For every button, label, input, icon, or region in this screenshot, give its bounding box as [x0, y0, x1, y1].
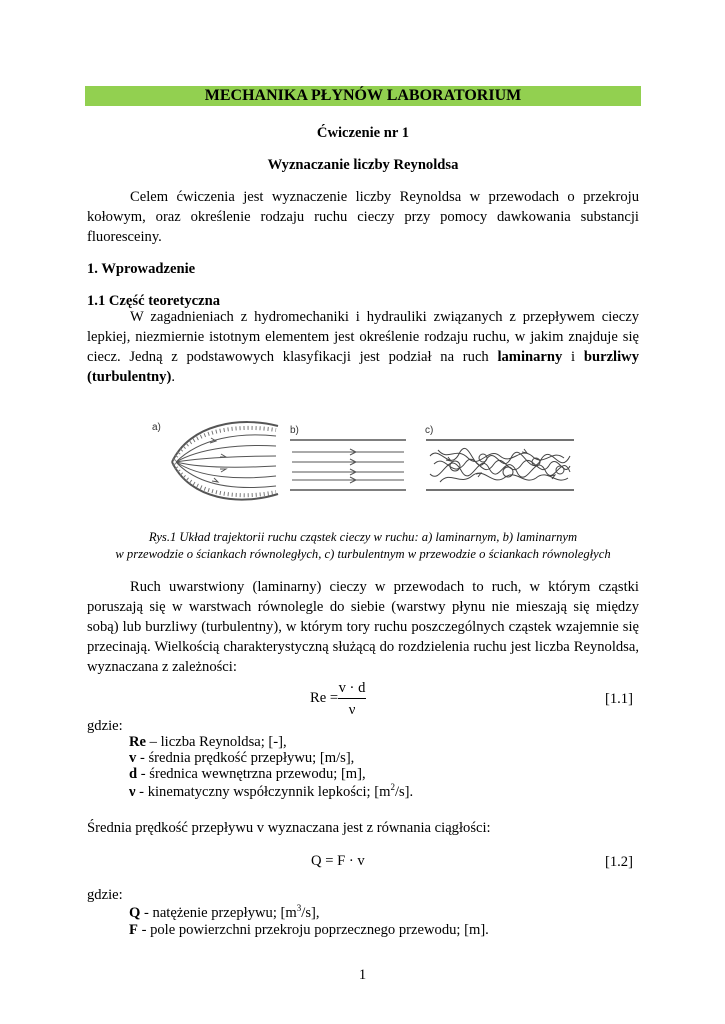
where-label-2: gdzie: [87, 887, 123, 903]
figure-caption-line1: Rys.1 Układ trajektorii ruchu cząstek cieczy w ruchu: a) laminarnym, b) laminarnym [148, 530, 578, 544]
eq2-expression: Q = F · v [311, 853, 365, 869]
eq1-lhs: Re = [310, 690, 339, 706]
flow-types-text: Ruch uwarstwiony (laminarny) cieczy w przewodach to ruch, w którym cząstki poruszają się w warstwach równolegle do siebie (warstwy płynu nie mieszają się między sobą) lub burzliwy (turbulentny), w którym tory ruchu poszczególnych cząstek wzajemnie się przecinają. Wielkością charakterystyczną służącą do rozdzielenia ruchu jest liczba Reynoldsa, wyznaczana z zależności: [87, 579, 639, 675]
flow-trajectory-figure [150, 416, 580, 504]
theory-text: W zagadnieniach z hydromechaniki i hydrauliki związanych z przepływem cieczy lepkiej, niezmiernie istotnym elementem jest określenie rodzaju ruchu, w jakim znajduje się ciecz. Jedną z podstawowych klasyfikacji jest podział na ruch [87, 309, 639, 365]
eq1-numerator: v · d [338, 680, 366, 696]
def-d: d - średnica wewnętrzna przewodu; [m], [129, 766, 366, 782]
section-1-1-heading: 1.1 Część teoretyczna [87, 293, 221, 309]
theory-end: . [171, 369, 175, 385]
def-f: F - pole powierzchni przekroju poprzecznego przewodu; [m]. [129, 922, 489, 938]
eq1-number: [1.1] [605, 691, 633, 707]
def-v: v - średnia prędkość przepływu; [m/s], [129, 750, 355, 766]
def-q: Q - natężenie przepływu; $[m^3/s]$, [129, 903, 320, 921]
where-label-1: gdzie: [87, 718, 123, 734]
exercise-subject: Wyznaczanie liczby Reynoldsa [267, 157, 459, 173]
figure-label-b: b) [290, 425, 299, 436]
flow-types-paragraph [87, 577, 639, 677]
section-1-heading: 1. Wprowadzenie [87, 261, 196, 277]
def-re: Re – liczba Reynoldsa; [-], [129, 734, 287, 750]
page-number: 1 [358, 967, 367, 983]
exercise-number: Ćwiczenie nr 1 [316, 125, 410, 141]
eq2-number: [1.2] [605, 854, 633, 870]
eq1-denominator: ν [348, 702, 356, 718]
intro-paragraph [87, 187, 639, 247]
laminar-streamlines-diagram [172, 422, 278, 500]
parallel-laminar-diagram [290, 440, 406, 490]
term-turbulent: burzliwy (turbulentny) [87, 349, 639, 385]
term-laminar: laminarny [497, 349, 563, 365]
figure-label-a: a) [152, 422, 161, 433]
figure-caption-line2: w przewodzie o ściankach równoległych, c) turbulentnym w przewodzie o ściankach równoległych [115, 547, 611, 561]
turbulent-flow-diagram [426, 440, 574, 490]
header-title: MECHANIKA PŁYNÓW LABORATORIUM [85, 86, 641, 106]
def-nu: ν - kinematyczny współczynnik lepkości; $[m^2/s]$. [129, 782, 414, 800]
eq1-fraction-bar [338, 698, 366, 699]
figure-label-c: c) [425, 425, 434, 436]
theory-mid: i [562, 349, 584, 365]
intro-text: Celem ćwiczenia jest wyznaczenie liczby Reynoldsa w przewodach o przekroju kołowym, oraz określenie rodzaju ruchu cieczy przy pomocy dawkowania substancji fluoresceiny. [87, 189, 639, 245]
theory-paragraph [87, 307, 639, 387]
continuity-paragraph: Średnia prędkość przepływu v wyznaczana jest z równania ciągłości: [87, 820, 491, 836]
